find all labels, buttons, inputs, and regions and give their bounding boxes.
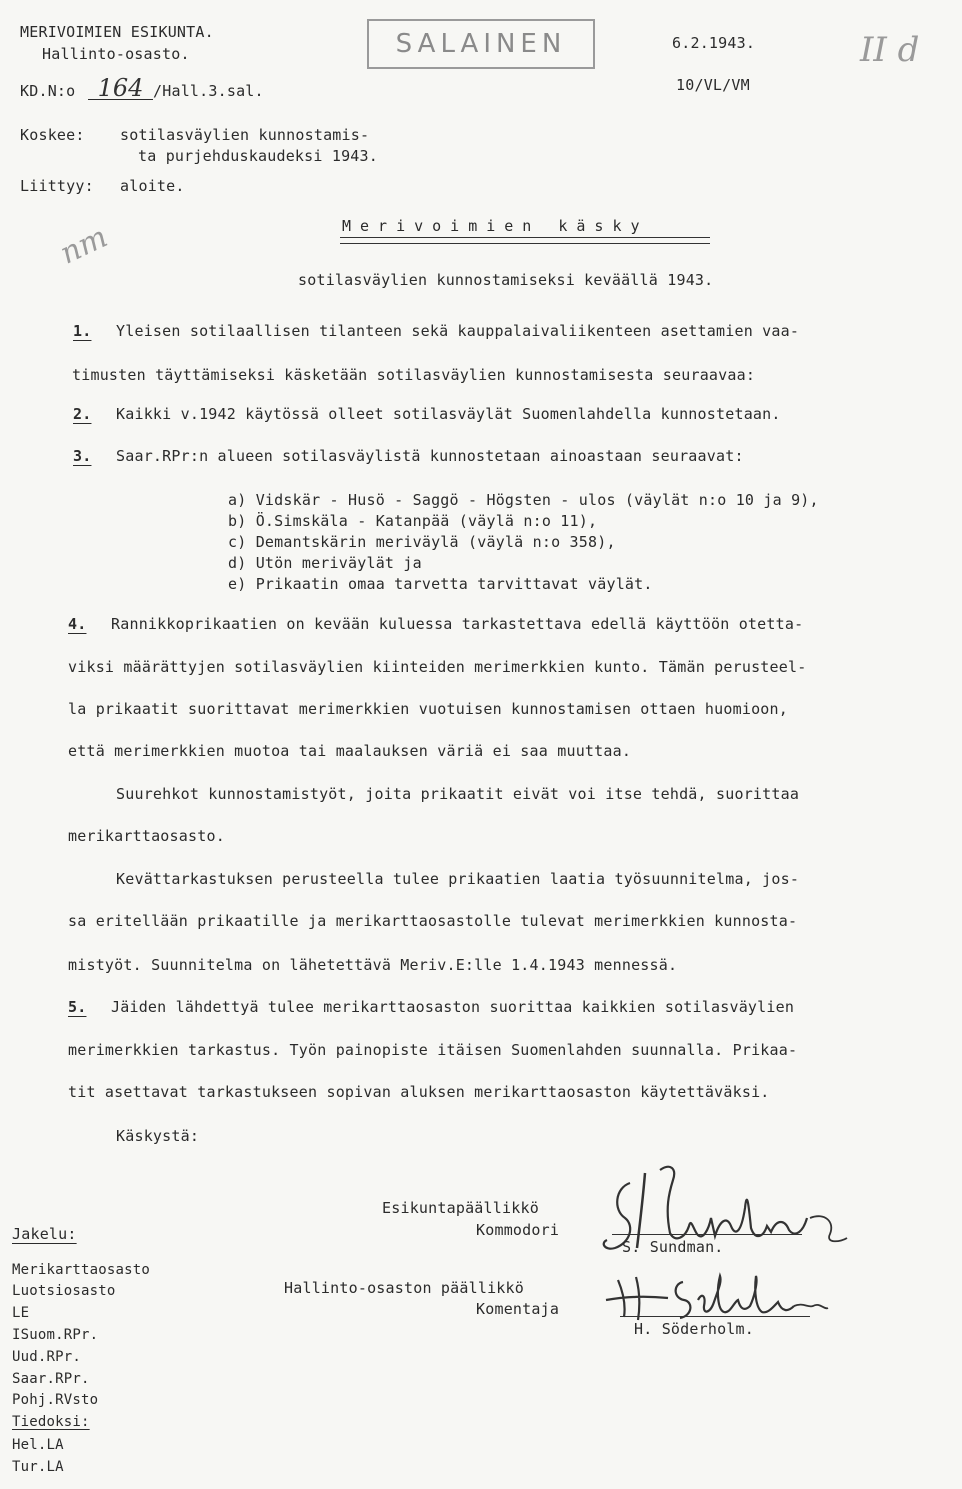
liittyy-label: Liittyy: <box>20 177 94 195</box>
paragraph-5-line-1: Jäiden lähdettyä tulee merikarttaosaston suorittaa kaikkien sotilasväylien <box>111 998 795 1016</box>
org-name: MERIVOIMIEN ESIKUNTA. <box>20 23 214 41</box>
org-department: Hallinto-osasto. <box>42 45 190 63</box>
title-double-underline <box>340 237 710 244</box>
paragraph-5-line-2: merimerkkien tarkastus. Työn painopiste itäisen Suomenlahden suunnalla. Prikaa- <box>68 1041 798 1059</box>
paragraph-2-line-1: Kaikki v.1942 käytössä olleet sotilasväylät Suomenlahdella kunnostetaan. <box>116 405 781 423</box>
document-date: 6.2.1943. <box>672 34 756 52</box>
kd-suffix: /Hall.3.sal. <box>153 82 264 100</box>
kd-number-handwritten: 164 <box>97 74 144 102</box>
signer-2-name: H. Söderholm. <box>634 1320 754 1338</box>
paragraph-4c-line-2: sa eritellään prikaatille ja merikarttaosastolle tulevat merimerkkien kunnosta- <box>68 912 798 930</box>
kd-number-field <box>88 74 153 102</box>
handwritten-margin-mark: II d <box>860 30 920 70</box>
paragraph-1-line-2: timusten täyttämiseksi käsketään sotilasväylien kunnostamisesta seuraavaa: <box>72 366 756 384</box>
distribution-item: LE <box>12 1305 30 1321</box>
koskee-label: Koskee: <box>20 126 85 144</box>
liittyy-value: aloite. <box>120 177 185 195</box>
distribution-item: Uud.RPr. <box>12 1349 82 1365</box>
signature-1-line <box>612 1234 802 1235</box>
paragraph-4-line-3: la prikaatit suorittavat merimerkkien vuotuisen kunnostamisen ottaen huomioon, <box>68 700 788 718</box>
signature-2-line <box>620 1316 810 1317</box>
paragraph-1-line-1: Yleisen sotilaallisen tilanteen sekä kauppalaivaliikenteen asettamien vaa- <box>116 322 800 340</box>
paragraph-3-number: 3. <box>73 447 92 465</box>
koskee-line-2: ta purjehduskaudeksi 1943. <box>138 147 378 165</box>
reference-code: 10/VL/VM <box>676 76 750 94</box>
paragraph-4-line-2: viksi määrättyjen sotilasväylien kiinteiden merimerkkien kunto. Tämän perusteel- <box>68 658 807 676</box>
distribution-item: Luotsiosasto <box>12 1283 116 1299</box>
secret-stamp: SALAINEN <box>367 19 595 69</box>
paragraph-4c-line-3: mistyöt. Suunnitelma on lähetettävä Meriv.E:lle 1.4.1943 mennessä. <box>68 956 678 974</box>
document-title: Merivoimien käsky <box>342 217 649 235</box>
signer-2-title: Hallinto-osaston päällikkö <box>284 1279 524 1297</box>
information-item: Hel.LA <box>12 1437 64 1453</box>
paragraph-4-number: 4. <box>68 615 87 633</box>
list-item-c: c) Demantskärin meriväylä (väylä n:o 358), <box>228 533 616 551</box>
distribution-item: ISuom.RPr. <box>12 1327 99 1343</box>
paragraph-1-number: 1. <box>73 322 92 340</box>
paragraph-5-line-3: tit asettavat tarkastukseen sopivan aluksen merikarttaosaston käytettäväksi. <box>68 1083 770 1101</box>
paragraph-4b-line-1: Suurehkot kunnostamistyöt, joita prikaatit eivät voi itse tehdä, suorittaa <box>116 785 800 803</box>
signer-1-name: S. Sundman. <box>622 1238 724 1256</box>
distribution-item: Pohj.RVsto <box>12 1392 99 1408</box>
document-subtitle: sotilasväylien kunnostamiseksi keväällä 1943. <box>298 271 714 289</box>
paragraph-5-number: 5. <box>68 998 87 1016</box>
koskee-line-1: sotilasväylien kunnostamis- <box>120 126 370 144</box>
distribution-item: Saar.RPr. <box>12 1371 90 1387</box>
kd-prefix: KD.N:o <box>20 82 76 100</box>
list-item-d: d) Utön meriväylät ja <box>228 554 422 572</box>
paragraph-2-number: 2. <box>73 405 92 423</box>
list-item-a: a) Vidskär - Husö - Saggö - Högsten - ulos (väylät n:o 10 ja 9), <box>228 491 819 509</box>
distribution-item: Merikarttaosasto <box>12 1262 151 1278</box>
paragraph-4-line-1: Rannikkoprikaatien on kevään kuluessa tarkastettava edellä käyttöön otetta- <box>111 615 804 633</box>
information-item: Tur.LA <box>12 1459 64 1475</box>
paragraph-4-line-4: että merimerkkien muotoa tai maalauksen väriä ei saa muuttaa. <box>68 742 632 760</box>
closing-kaskysta: Käskystä: <box>116 1127 200 1145</box>
handwritten-initials: nm <box>54 219 113 272</box>
list-item-b: b) Ö.Simskäla - Katanpää (väylä n:o 11), <box>228 512 598 530</box>
paragraph-3-line-1: Saar.RPr:n alueen sotilasväylistä kunnostetaan ainoastaan seuraavat: <box>116 447 744 465</box>
distribution-heading: Jakelu: <box>12 1225 77 1243</box>
signer-1-title: Esikuntapäällikkö <box>382 1199 539 1217</box>
paragraph-4b-line-2: merikarttaosasto. <box>68 827 225 845</box>
signer-2-rank: Komentaja <box>476 1300 560 1318</box>
information-heading: Tiedoksi: <box>12 1414 90 1430</box>
paragraph-4c-line-1: Kevättarkastuksen perusteella tulee prikaatien laatia työsuunnitelma, jos- <box>116 870 800 888</box>
signer-1-rank: Kommodori <box>476 1221 560 1239</box>
list-item-e: e) Prikaatin omaa tarvetta tarvittavat väylät. <box>228 575 653 593</box>
